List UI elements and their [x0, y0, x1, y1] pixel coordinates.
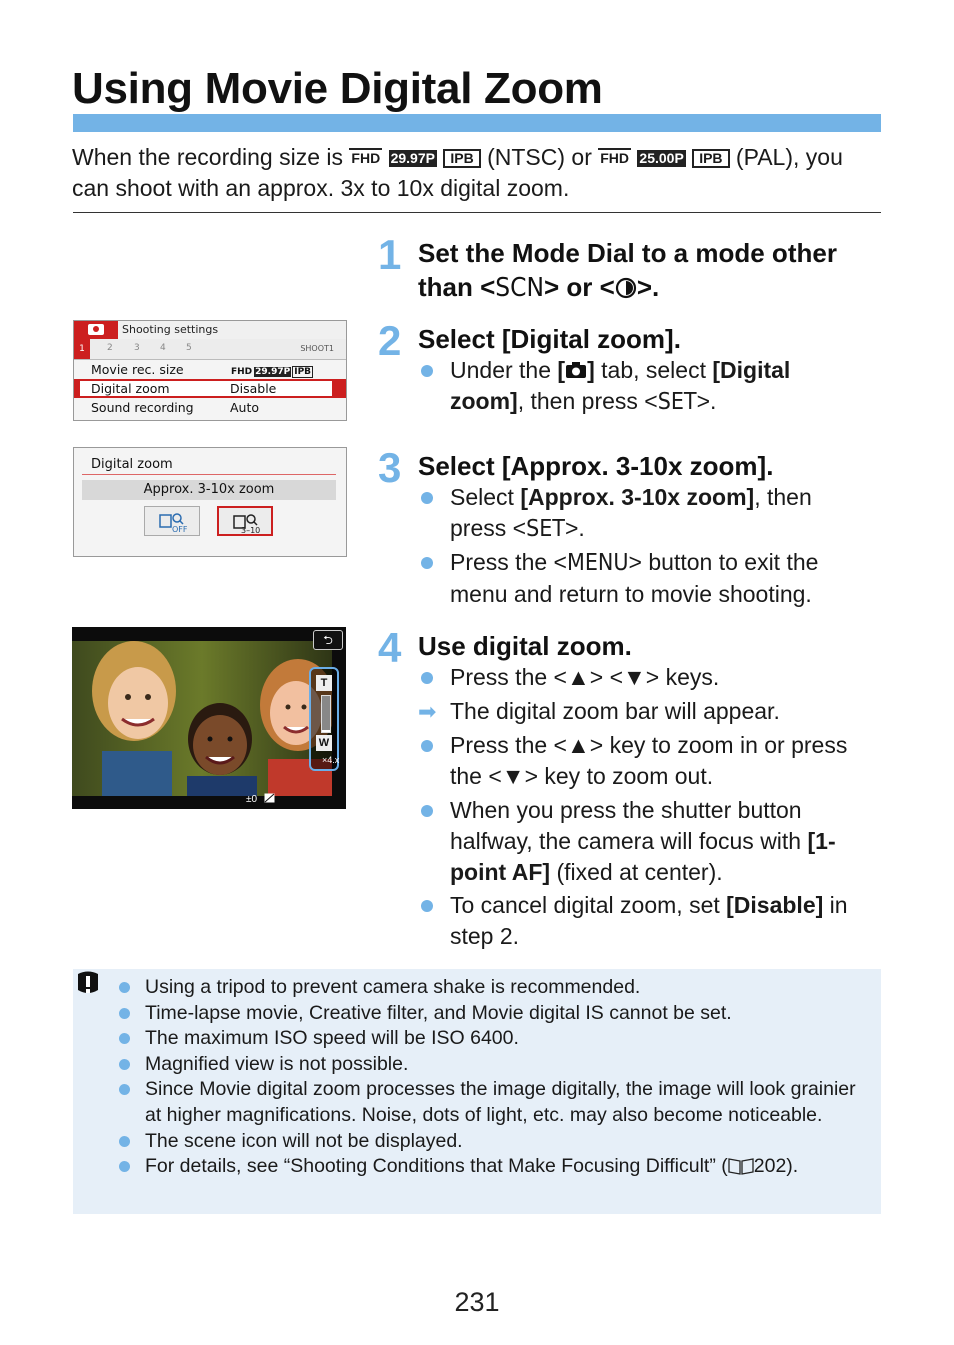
menu-title: Digital zoom — [91, 457, 173, 472]
caution-item: The scene icon will not be displayed. — [115, 1129, 875, 1155]
step-4-title: Use digital zoom. — [418, 631, 632, 661]
up-key-icon: ▲ — [566, 664, 590, 690]
list-item-result: ➡ The digital zoom bar will appear. — [418, 696, 873, 727]
live-view-screenshot — [72, 627, 346, 809]
step-number-2: 2 — [378, 317, 402, 364]
menu-row-sound-recording: Sound recording Auto — [91, 400, 260, 415]
digital-zoom-menu-screenshot — [73, 447, 347, 557]
caution-item: Time-lapse movie, Creative filter, and Movie digital IS cannot be set. — [115, 1001, 875, 1027]
magnification-readout: ×4.x — [322, 755, 340, 765]
list-item: Press the <▲> <▼> keys. — [418, 662, 873, 693]
fhd-icon: FHD — [600, 150, 630, 166]
menu-tab-code: SHOOT1 — [300, 344, 334, 353]
zoom-level-fill — [322, 730, 330, 732]
ipb-icon: IPB — [443, 149, 480, 168]
zoom-off-option — [144, 506, 200, 536]
caution-item: Using a tripod to prevent camera shake is recommended. — [115, 975, 875, 1001]
scn-mode-icon: SCN — [495, 273, 544, 303]
selected-option-label: Approx. 3-10x zoom — [82, 480, 336, 500]
shooting-menu-screenshot — [73, 320, 347, 421]
zoom-3-10-option — [217, 506, 273, 536]
caution-item: Since Movie digital zoom processes the image digitally, the image will look grainier at higher magnifications. Noise, dots of light, etc. may also become noticeable. — [115, 1077, 875, 1128]
divider — [73, 212, 881, 213]
list-item: Press the <▲> key to zoom in or press the <▼> key to zoom out. — [418, 730, 873, 792]
svg-text:3–10: 3–10 — [241, 526, 261, 534]
step-1-title: Set the Mode Dial to a mode other than <SCN> or < >. — [418, 238, 837, 303]
zoom-3-10-icon — [233, 512, 261, 534]
set-button-icon: SET — [526, 516, 565, 542]
intro-paragraph — [72, 142, 884, 204]
caution-item: The maximum ISO speed will be ISO 6400. — [115, 1026, 875, 1052]
step-3-bullets — [418, 482, 858, 610]
menu-subtab-2: 2 — [107, 343, 113, 353]
ntsc-label: (NTSC) or — [487, 144, 592, 170]
intro-prefix: When the recording size is — [72, 144, 344, 170]
menu-subtab-1: 1 — [74, 339, 90, 359]
caution-item: Magnified view is not possible. — [115, 1052, 875, 1078]
menu-tab-name: Shooting settings — [122, 323, 219, 336]
svg-text:OFF: OFF — [172, 525, 187, 533]
exposure-compensation-readout: ±0 — [246, 793, 275, 805]
menu-subtab-4: 4 — [160, 343, 166, 353]
creative-auto-mode-icon — [615, 277, 637, 299]
step-number-1: 1 — [378, 231, 402, 278]
menu-row-movie-rec-size: Movie rec. size FHD 29.97P IPB — [91, 362, 312, 377]
book-icon — [728, 1157, 754, 1175]
step-2-bullets — [418, 355, 858, 418]
down-key-icon: ▼ — [623, 664, 646, 690]
zoom-track — [321, 695, 331, 733]
menu-button-icon: MENU — [566, 550, 629, 576]
zoom-off-icon — [159, 511, 187, 533]
frame-rate-2997-icon: 29.97P — [390, 150, 435, 166]
caution-icon — [73, 970, 103, 1000]
children-photo — [72, 641, 332, 796]
step-2-title: Select [Digital zoom]. — [418, 324, 681, 354]
list-item: Select [Approx. 3-10x zoom], then press <SET>. — [418, 482, 858, 545]
caution-item: For details, see “Shooting Conditions that Make Focusing Difficult” ( 202). — [115, 1154, 875, 1180]
ipb-icon: IPB — [692, 149, 729, 168]
down-key-icon: ▼ — [501, 763, 525, 789]
back-icon: ⮌ — [313, 630, 343, 650]
menu-row-digital-zoom: Digital zoom Disable — [74, 379, 346, 398]
page-number: 231 — [454, 1287, 500, 1317]
caution-list — [115, 975, 875, 1180]
frame-rate-2500-icon: 25.00P — [639, 150, 684, 166]
wide-label: W — [316, 735, 332, 751]
caution-box — [73, 969, 881, 1214]
tele-label: T — [316, 675, 332, 691]
step-3-title: Select [Approx. 3-10x zoom]. — [418, 451, 774, 481]
page-title: Using Movie Digital Zoom — [72, 64, 603, 113]
list-item: When you press the shutter button halfway, the camera will focus with [1-point AF] (fixed at center). — [418, 795, 873, 888]
set-button-icon: SET — [657, 389, 697, 415]
fhd-icon: FHD — [231, 367, 253, 377]
camera-icon — [565, 361, 587, 379]
ipb-icon: IPB — [294, 367, 312, 377]
step-number-3: 3 — [378, 444, 402, 491]
title-underline-bar — [73, 114, 881, 132]
step-4-bullets — [418, 662, 873, 952]
menu-subtab-5: 5 — [186, 343, 192, 353]
digital-zoom-bar — [309, 667, 339, 771]
list-item: To cancel digital zoom, set [Disable] in step 2. — [418, 890, 873, 952]
camera-tab-icon — [74, 321, 118, 339]
fhd-icon: FHD — [351, 150, 381, 166]
pal-label: (PAL), you can shoot with an approx. 3x to 10x digital zoom. — [72, 144, 843, 201]
step-number-4: 4 — [378, 624, 402, 671]
up-key-icon: ▲ — [566, 732, 590, 758]
exposure-icon — [264, 793, 275, 803]
menu-subtab-3: 3 — [134, 343, 140, 353]
list-item: Under the [ ] tab, select [Digital zoom], then press <SET>. — [418, 355, 858, 418]
list-item: Press the <MENU> button to exit the menu and return to movie shooting. — [418, 547, 858, 610]
frame-rate-2997-icon: 29.97P — [255, 367, 291, 377]
